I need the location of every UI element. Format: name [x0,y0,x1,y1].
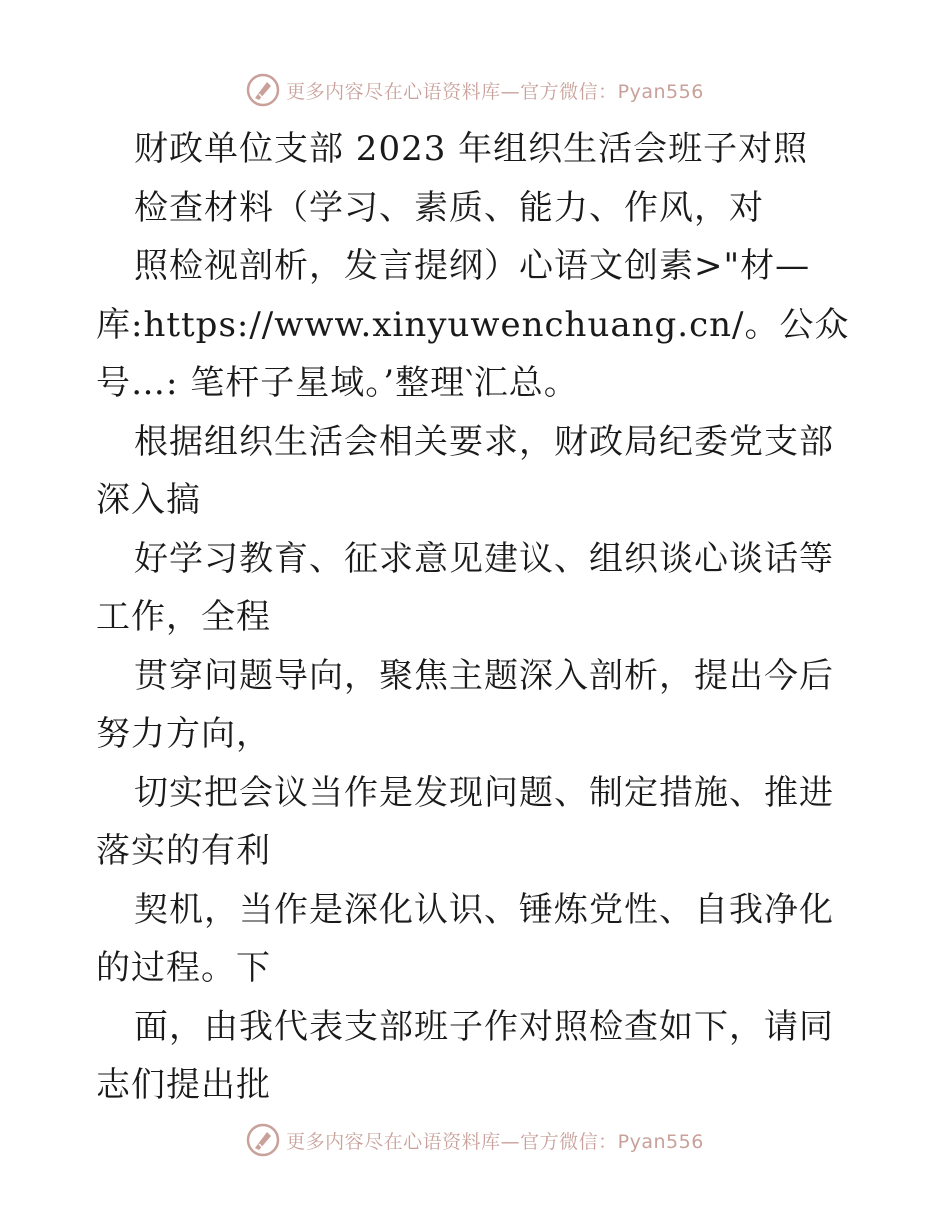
paragraph: 契机，当作是深化认识、锤炼党性、自我净化的过程。下 [96,889,834,988]
footer-watermark [0,1120,950,1160]
paragraph: 贯穿问题导向，聚焦主题深入剖析，提出今后努力方向， [96,655,834,754]
pen-nib-logo-icon [246,73,280,107]
header-watermark [0,70,950,110]
document-body [96,120,856,1115]
paragraph: 好学习教育、征求意见建议、组织谈心谈话等工作，全程 [96,538,834,637]
footer-watermark-text: 更多内容尽在心语资料库—官方微信：Pyan556 [286,1130,704,1153]
paragraph: 检查材料（学习、素质、能力、作风，对 [134,187,764,228]
paragraph: 切实把会议当作是发现问题、制定措施、推进落实的有利 [96,772,834,871]
paragraph: 面，由我代表支部班子作对照检查如下，请同志们提出批 [96,1006,834,1105]
paragraph: 照检视剖析，发言提纲）心语文创素>"材—库:https://www.xinyuwenchuang.cn/。公众号…: 笔杆子星域。’整理‵汇总。 [96,246,850,403]
paragraph: 根据组织生活会相关要求，财政局纪委党支部深入搞 [96,421,834,520]
header-watermark-text: 更多内容尽在心语资料库—官方微信：Pyan556 [286,80,704,103]
paragraph: 财政单位支部 2023 年组织生活会班子对照 [134,129,809,169]
pen-nib-logo-icon [246,1123,280,1157]
